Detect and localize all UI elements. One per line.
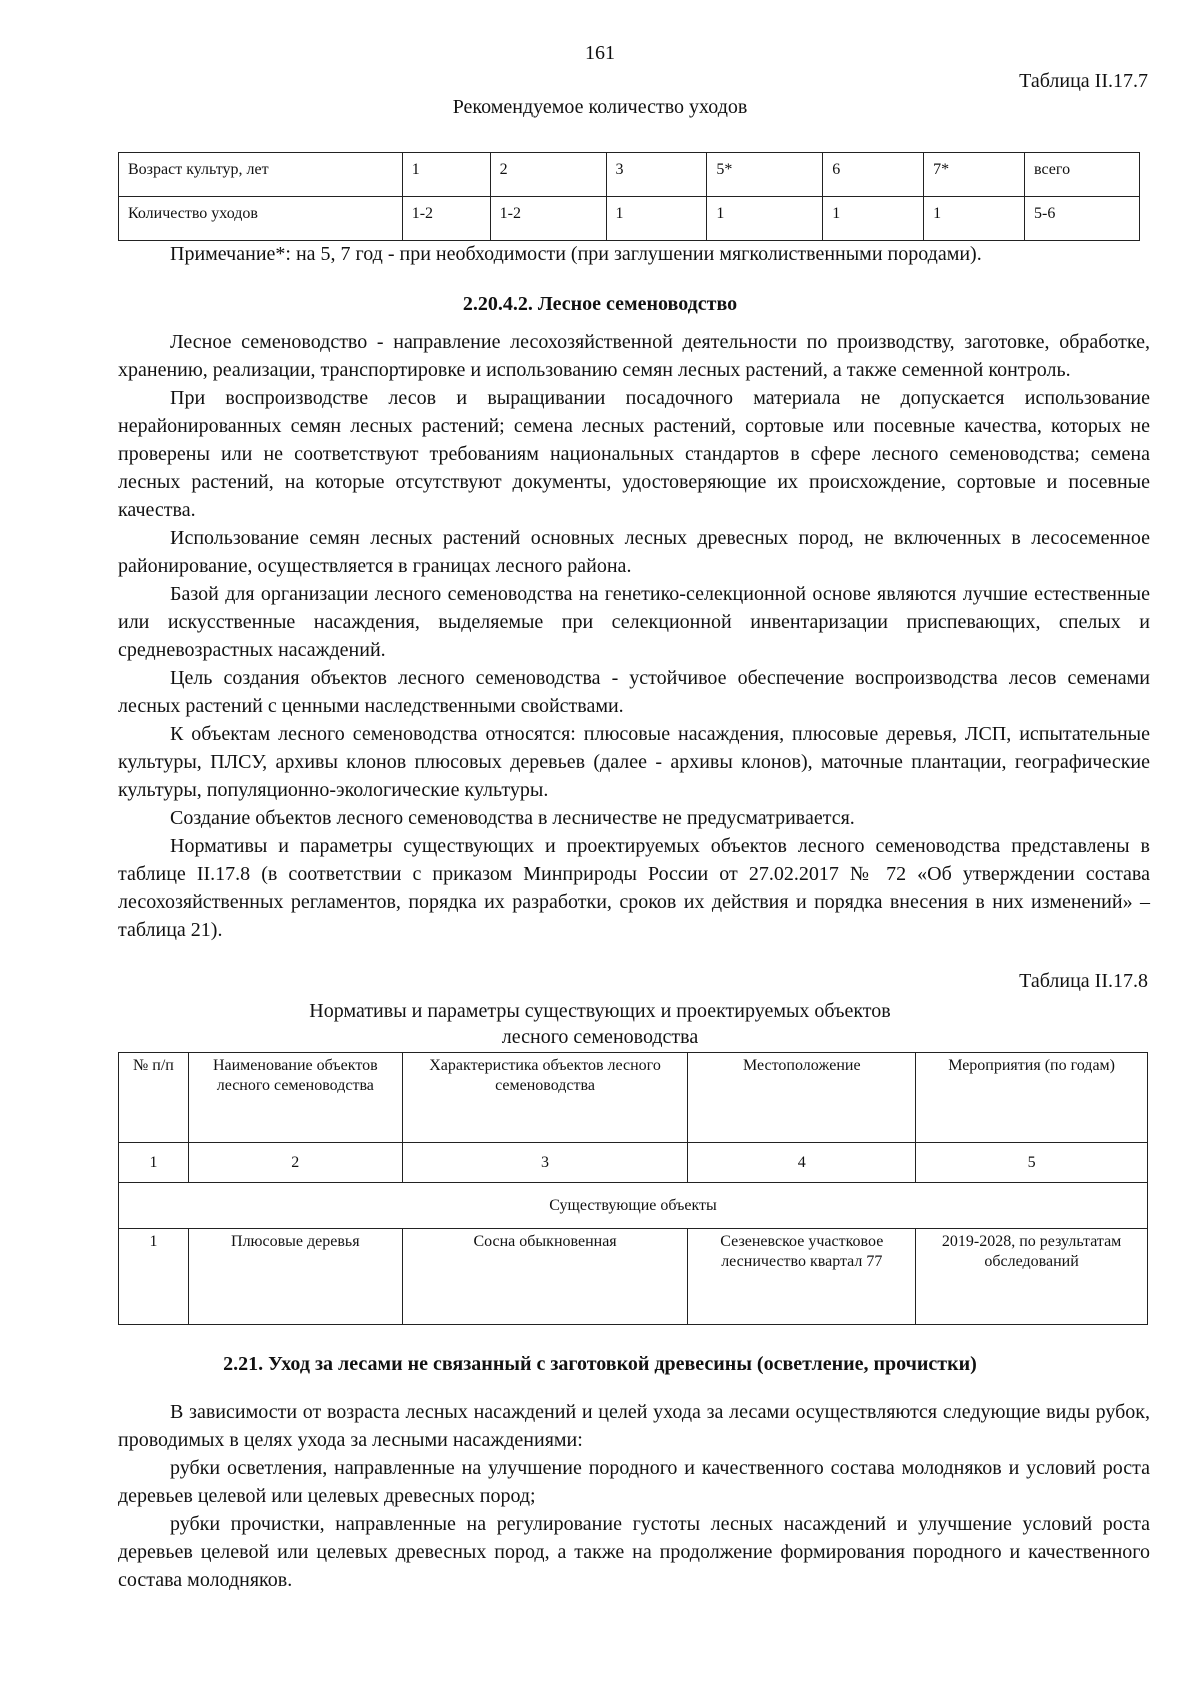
column-header: № п/п [119, 1053, 189, 1143]
table-note: Примечание*: на 5, 7 год - при необходимости (при заглушении мягколиственными породами). [170, 243, 982, 265]
column-number: 2 [188, 1143, 402, 1183]
paragraph: К объектам лесного семеноводства относятся: плюсовые насаждения, плюсовые деревья, ЛСП, испытательные культуры, ПЛСУ, архивы клонов плюсовых деревьев (далее - архивы клонов), маточные плантации, географические культуры, популяционно-экологические культуры. [118, 723, 1150, 801]
column-header: Мероприятия (по годам) [916, 1053, 1148, 1143]
table-row [119, 1229, 1148, 1325]
table-cell: 1 [823, 197, 924, 241]
table-cell: Плюсовые деревья [188, 1229, 402, 1325]
table-cell: Сосна обыкновенная [402, 1229, 688, 1325]
table-cell: Сезеневское участковое лесничество квартал 77 [688, 1229, 916, 1325]
table-cell: 1 [402, 153, 490, 197]
column-number: 4 [688, 1143, 916, 1183]
table-cell: 6 [823, 153, 924, 197]
section-heading: 2.21. Уход за лесами не связанный с заготовкой древесины (осветление, прочистки) [223, 1353, 977, 1375]
column-header: Характеристика объектов лесного семеноводства [402, 1053, 688, 1143]
table-cell: 5-6 [1025, 197, 1140, 241]
table-row [119, 1143, 1148, 1183]
paragraph: При воспроизводстве лесов и выращивании посадочного материала не допускается использование нерайонированных семян лесных растений; семена лесных растений, сортовые или посевные качества, которых не проверены или не соответствуют требованиям национальных стандартов в сфере лесного семеноводства; семена лесных растений, на которые отсутствуют документы, удостоверяющие их происхождение, сортовые и посевные качества. [118, 387, 1150, 521]
table-row [119, 197, 1140, 241]
column-number: 5 [916, 1143, 1148, 1183]
table-cell: 1 [924, 197, 1025, 241]
table-title-line: Нормативы и параметры существующих и проектируемых объектов [309, 1000, 891, 1022]
care-count-table [118, 152, 1140, 241]
page-number: 161 [585, 42, 615, 64]
table-cell: 7* [924, 153, 1025, 197]
table-title [150, 998, 1050, 1050]
table-label: Таблица II.17.8 [1019, 970, 1148, 992]
section-body [118, 1398, 1150, 1594]
table-cell: всего [1025, 153, 1140, 197]
column-number: 3 [402, 1143, 688, 1183]
table-group-row [119, 1183, 1148, 1229]
paragraph: Нормативы и параметры существующих и проектируемых объектов лесного семеноводства представлены в таблице II.17.8 (в соответствии с приказом Минприроды России от 27.02.2017 № 72 «Об утверждении состава лесохозяйственных регламентов, порядка их разработки, сроков их действия и порядка внесения в них изменений» – таблица 21). [118, 835, 1150, 941]
table-cell: 5* [707, 153, 823, 197]
seed-objects-table [118, 1052, 1148, 1325]
table-cell: 1 [606, 197, 707, 241]
table-cell: Возраст культур, лет [119, 153, 403, 197]
table-cell: 1 [707, 197, 823, 241]
column-header: Наименование объектов лесного семеноводства [188, 1053, 402, 1143]
paragraph: Цель создания объектов лесного семеноводства - устойчивое обеспечение воспроизводства лесов семенами лесных растений с ценными наследственными свойствами. [118, 667, 1150, 717]
table-header-row [119, 1053, 1148, 1143]
paragraph: В зависимости от возраста лесных насаждений и целей ухода за лесами осуществляются следующие виды рубок, проводимых в целях ухода за лесными насаждениями: [118, 1401, 1150, 1451]
table-row [119, 153, 1140, 197]
paragraph: Создание объектов лесного семеноводства в лесничестве не предусматривается. [170, 807, 855, 829]
table-cell: 1 [119, 1229, 189, 1325]
column-number: 1 [119, 1143, 189, 1183]
section-body [118, 328, 1150, 944]
table-cell: 1-2 [490, 197, 606, 241]
table-cell: Количество уходов [119, 197, 403, 241]
section-heading: 2.20.4.2. Лесное семеноводство [462, 293, 738, 315]
table-label: Таблица II.17.7 [1019, 70, 1148, 92]
paragraph: Лесное семеноводство - направление лесохозяйственной деятельности по производству, заготовке, обработке, хранению, реализации, транспортировке и использованию семян лесных растений, а также семенной контроль. [118, 331, 1150, 381]
table-cell: 2019-2028, по результатам обследований [916, 1229, 1148, 1325]
paragraph: рубки осветления, направленные на улучшение породного и качественного состава молодняков и условий роста деревьев целевой или целевых древесных пород; [118, 1457, 1150, 1507]
paragraph: рубки прочистки, направленные на регулирование густоты лесных насаждений и улучшение условий роста деревьев целевой или целевых древесных пород, а также на продолжение формирования породного и качественного состава молодняков. [118, 1513, 1150, 1591]
table-cell: 2 [490, 153, 606, 197]
paragraph: Базой для организации лесного семеноводства на генетико-селекционной основе являются лучшие естественные или искусственные насаждения, выделяемые при селекционной инвентаризации приспевающих, спелых и средневозрастных насаждений. [118, 583, 1150, 661]
table-title-line: лесного семеноводства [501, 1026, 699, 1048]
paragraph: Использование семян лесных растений основных лесных древесных пород, не включенных в лесосеменное районирование, осуществляется в границах лесного района. [118, 527, 1150, 577]
table-title: Рекомендуемое количество уходов [452, 96, 748, 118]
table-cell: 1-2 [402, 197, 490, 241]
column-header: Местоположение [688, 1053, 916, 1143]
group-label: Существующие объекты [119, 1183, 1148, 1229]
table-cell: 3 [606, 153, 707, 197]
